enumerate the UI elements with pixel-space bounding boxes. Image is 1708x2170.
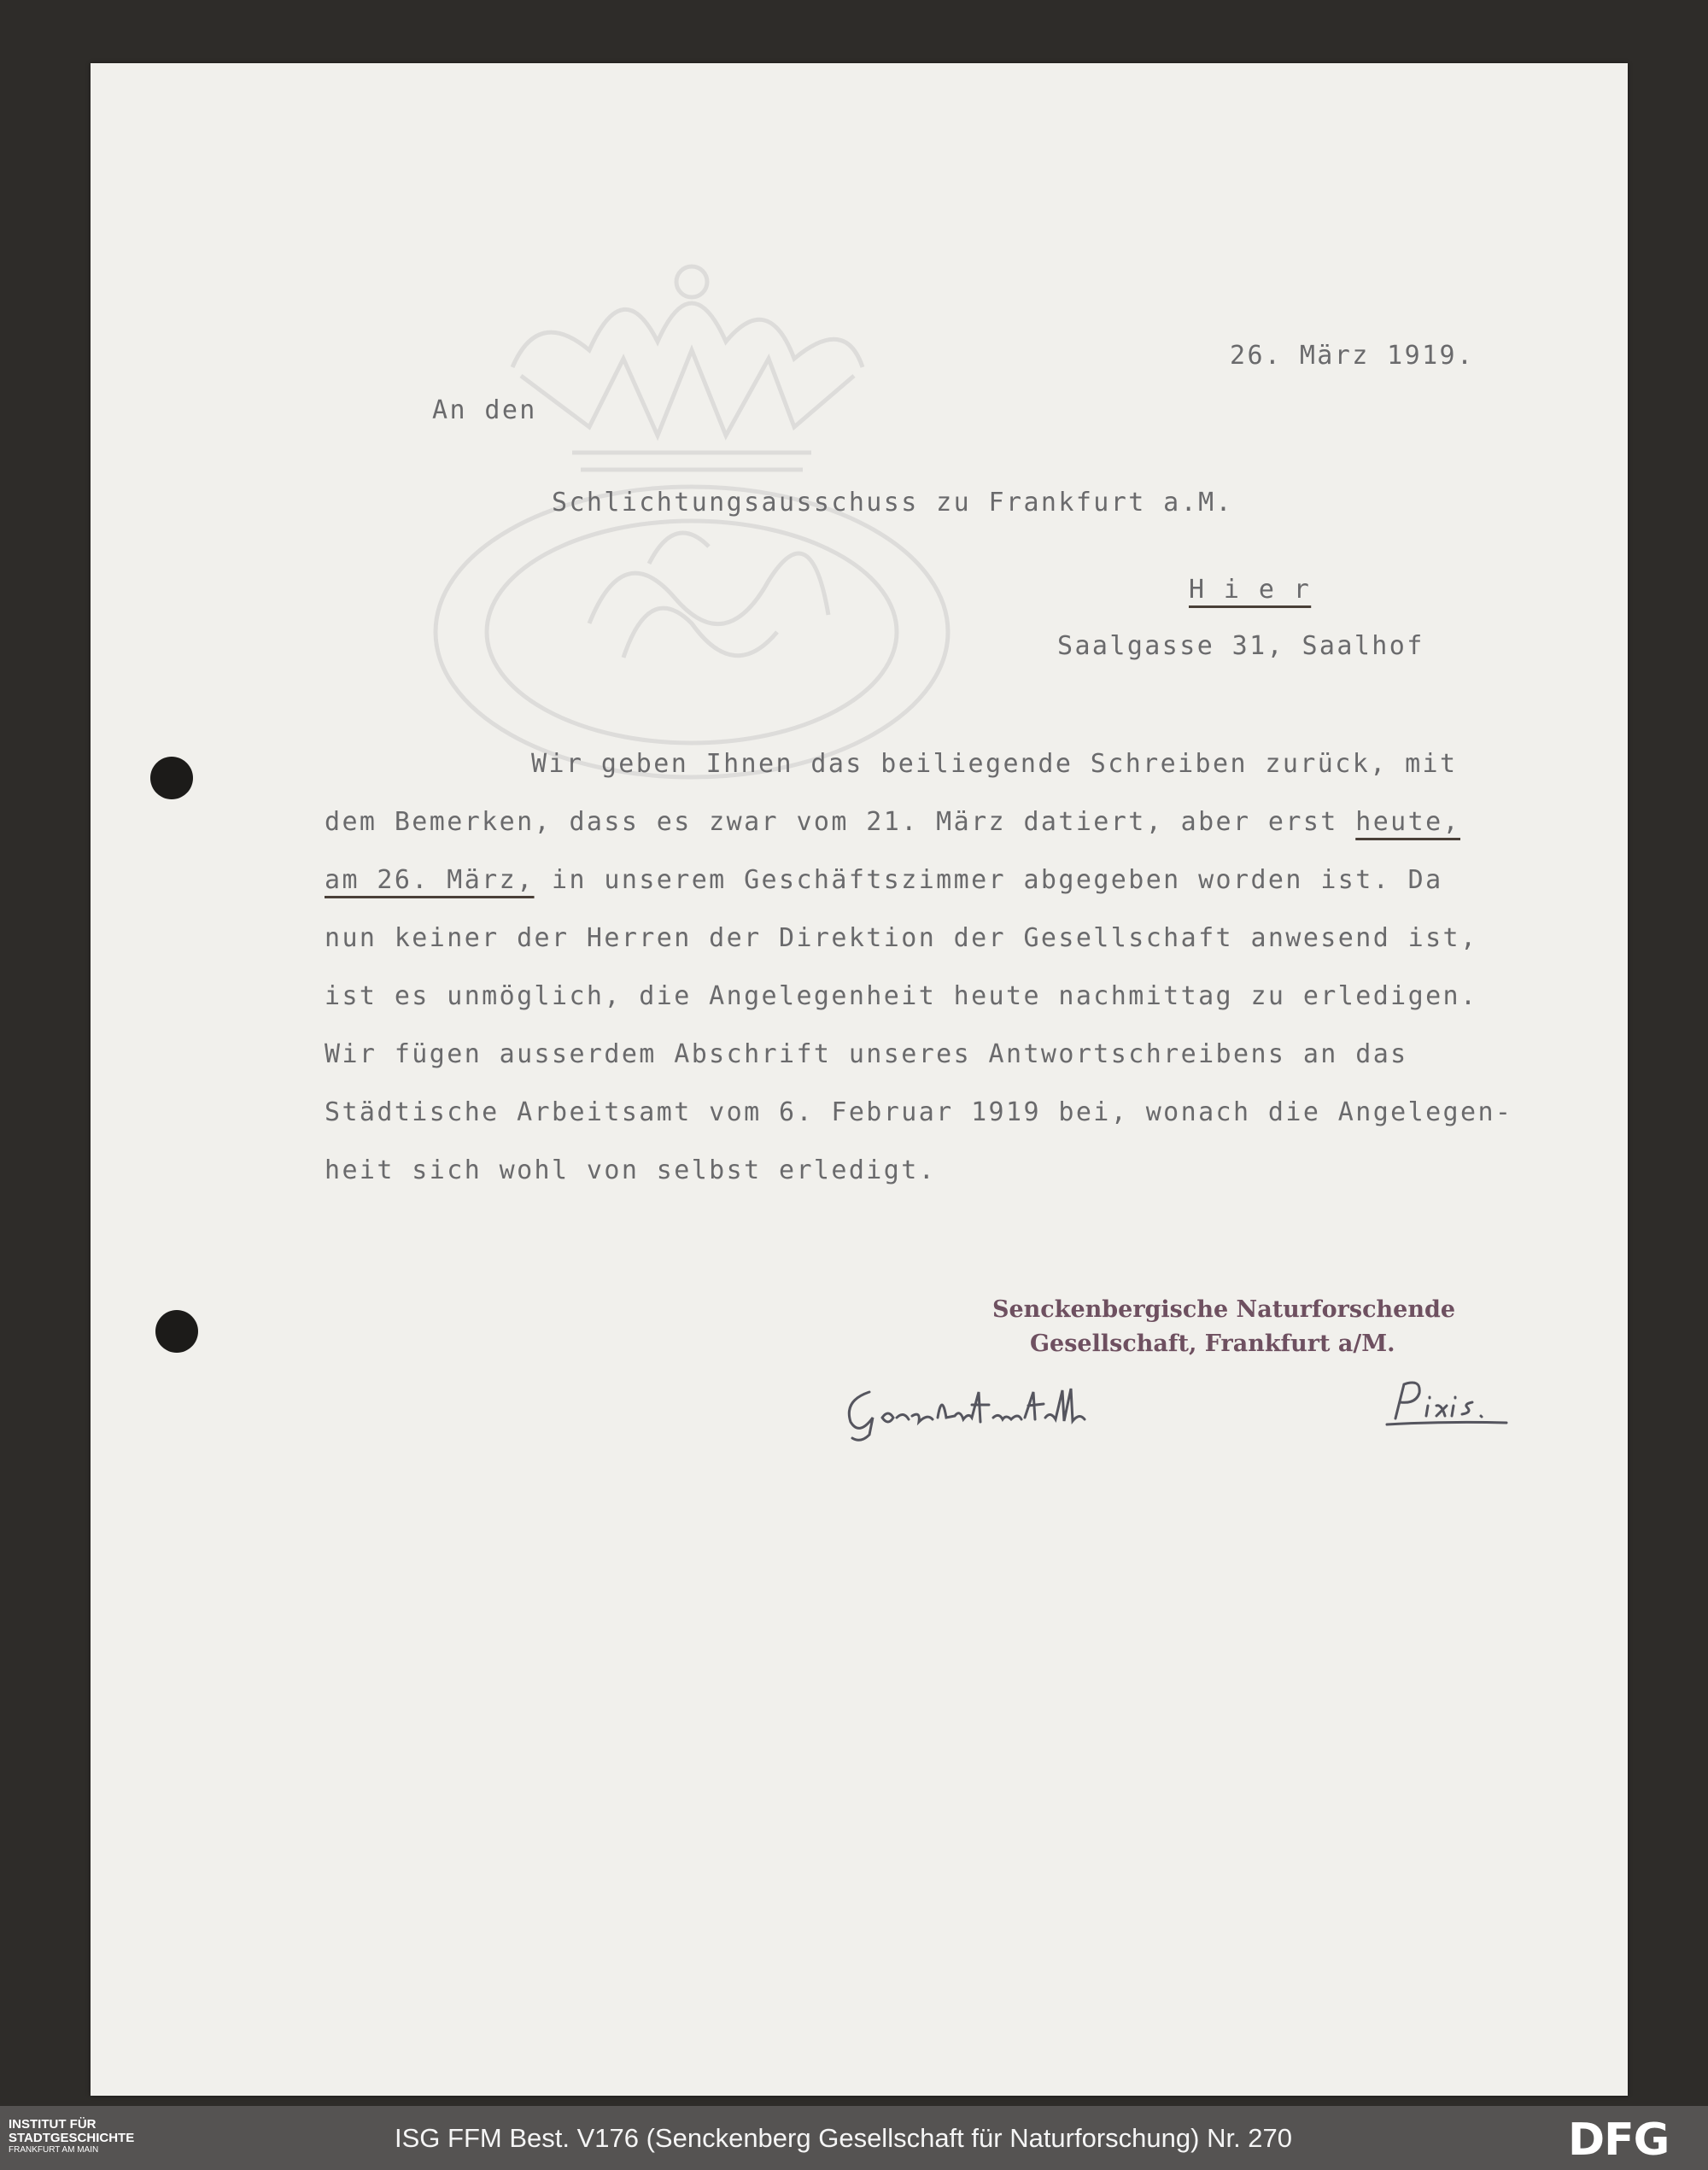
- institute-logo: INSTITUT FÜR STADTGESCHICHTE FRANKFURT AM MAIN: [9, 2117, 135, 2155]
- punch-hole: [150, 757, 193, 799]
- dfg-logo: DFG: [1568, 2114, 1670, 2166]
- body-line: dem Bemerken, dass es zwar vom 21. März datiert, aber erst heute,: [325, 807, 1461, 837]
- letter-date: 26. März 1919.: [1230, 341, 1475, 371]
- body-line: Städtische Arbeitsamt vom 6. Februar 1919 bei, wonach die Angelegen-: [325, 1097, 1513, 1127]
- society-stamp-line-2: Gesellschaft, Frankfurt a/M.: [1030, 1331, 1395, 1357]
- archive-footer: [0, 2106, 1708, 2170]
- punch-hole: [155, 1310, 198, 1353]
- body-line: ist es unmöglich, die Angelegenheit heute nachmittag zu erledigen.: [325, 981, 1478, 1011]
- body-line: nun keiner der Herren der Direktion der Gesellschaft anwesend ist,: [325, 923, 1478, 953]
- recipient-address: Saalgasse 31, Saalhof: [1057, 631, 1424, 661]
- body-line: Wir geben Ihnen das beiliegende Schreiben zurück, mit: [531, 749, 1458, 779]
- underlined-text: heute,: [1355, 807, 1461, 837]
- salutation: An den: [432, 395, 537, 425]
- recipient: Schlichtungsausschuss zu Frankfurt a.M.: [552, 488, 1233, 518]
- archive-caption: ISG FFM Best. V176 (Senckenberg Gesellschaft für Naturforschung) Nr. 270: [395, 2123, 1293, 2153]
- signature-geschaeftsstelle: [835, 1375, 1108, 1443]
- recipient-place: H i e r: [1189, 575, 1312, 605]
- society-stamp-line-1: Senckenbergische Naturforschende: [992, 1296, 1456, 1323]
- underlined-text: am 26. März,: [325, 865, 535, 895]
- body-line: Wir fügen ausserdem Abschrift unseres Antwortschreibens an das: [325, 1039, 1408, 1069]
- body-line: heit sich wohl von selbst erledigt.: [325, 1155, 937, 1185]
- signature-pixis: [1378, 1372, 1515, 1431]
- body-line: am 26. März, in unserem Geschäftszimmer abgegeben worden ist. Da: [325, 865, 1443, 895]
- embossed-crest-watermark: [367, 256, 1016, 786]
